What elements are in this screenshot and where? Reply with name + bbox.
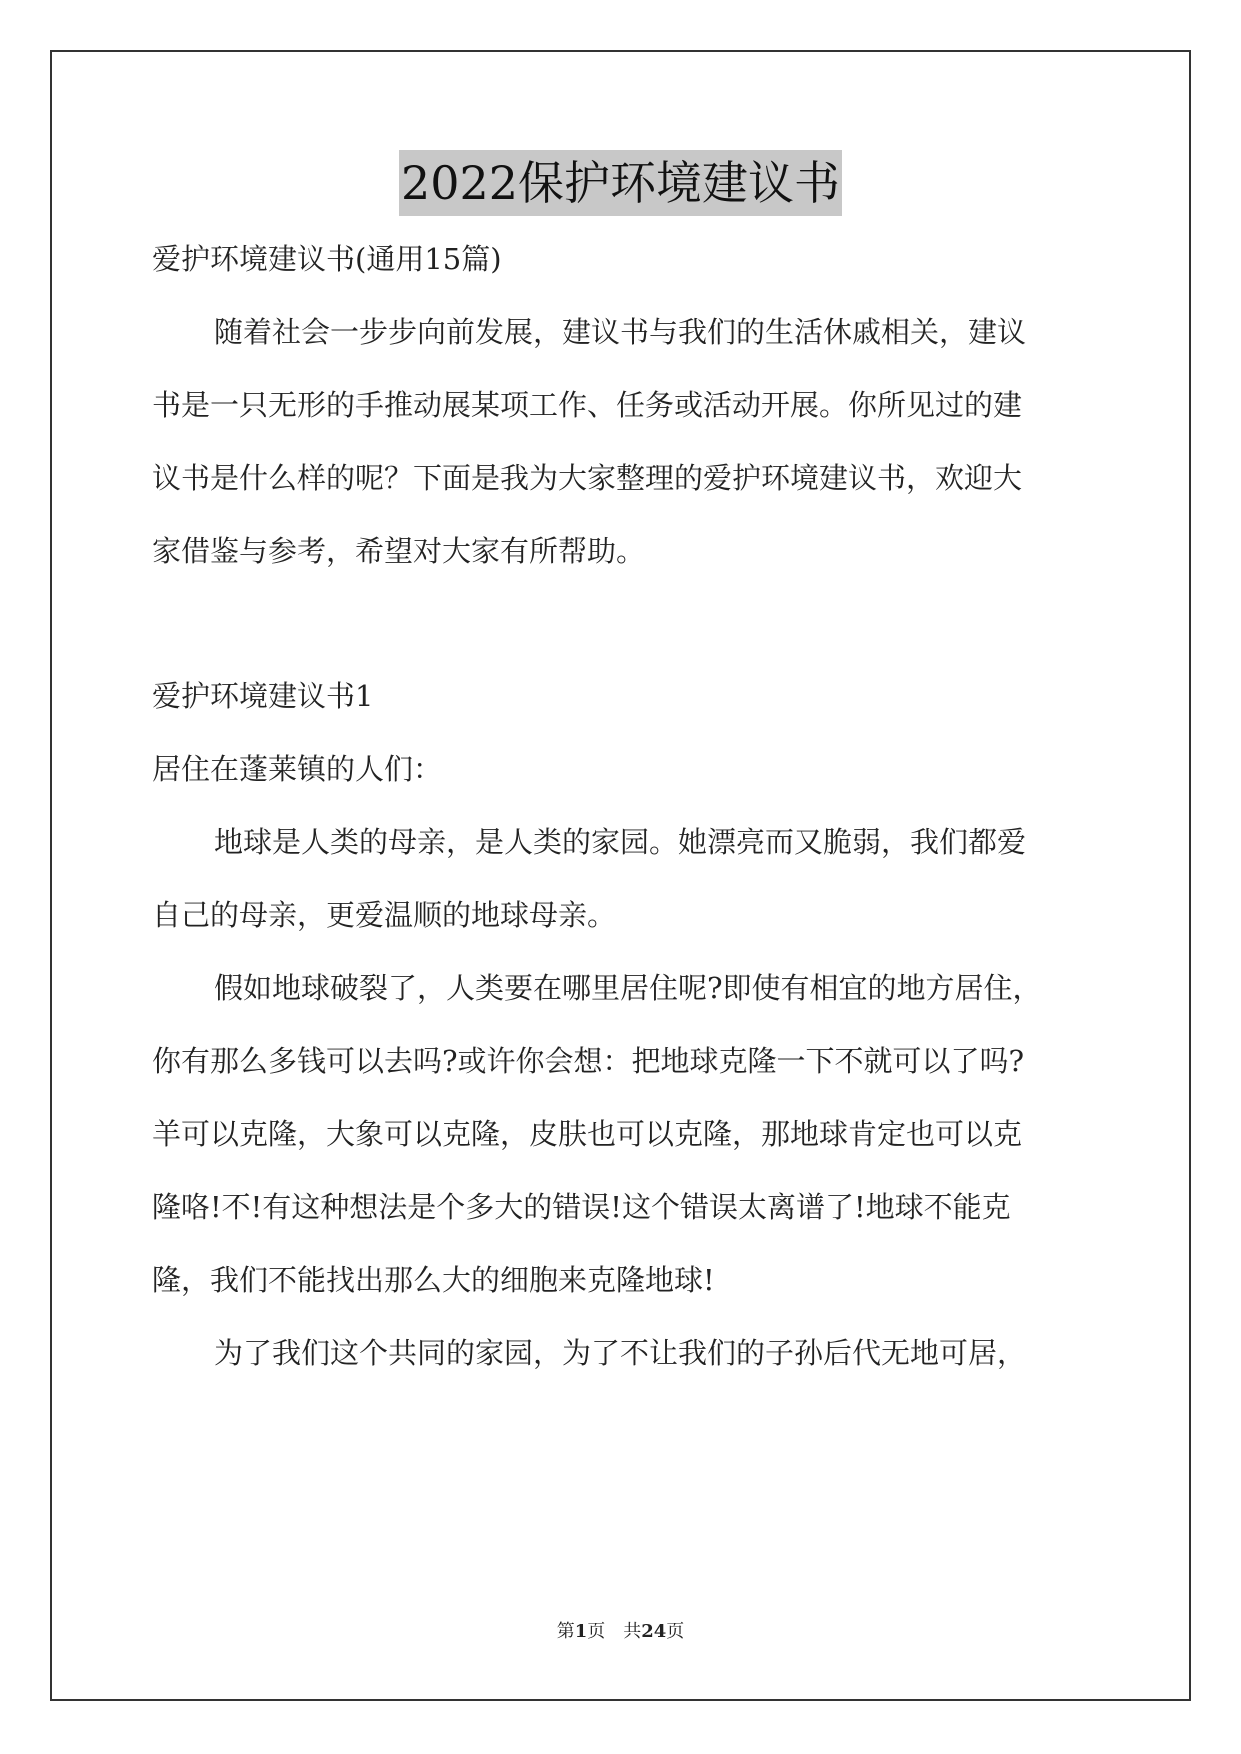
paragraph-line: 地球是人类的母亲，是人类的家园。她漂亮而又脆弱，我们都爱 bbox=[214, 825, 1027, 859]
page-border bbox=[50, 50, 1191, 1701]
paragraph-line: 家借鉴与参考，希望对大家有所帮助。 bbox=[152, 534, 646, 568]
title-container bbox=[0, 150, 1241, 216]
subtitle: 爱护环境建议书(通用15篇) bbox=[152, 242, 502, 276]
paragraph-line: 假如地球破裂了，人类要在哪里居住呢?即使有相宜的地方居住， bbox=[214, 971, 1042, 1005]
document-title: 2022保护环境建议书 bbox=[399, 150, 842, 216]
paragraph-line: 你有那么多钱可以去吗?或许你会想：把地球克隆一下不就可以了吗? bbox=[152, 1044, 1025, 1078]
paragraph-line: 议书是什么样的呢？下面是我为大家整理的爱护环境建议书，欢迎大 bbox=[152, 461, 1023, 495]
footer-prefix: 第 bbox=[556, 1621, 575, 1642]
paragraph-line: 羊可以克隆，大象可以克隆，皮肤也可以克隆，那地球肯定也可以克 bbox=[152, 1117, 1023, 1151]
page-footer bbox=[0, 1617, 1241, 1643]
section-heading: 爱护环境建议书1 bbox=[152, 679, 374, 713]
footer-mid: 页 共 bbox=[587, 1621, 642, 1642]
footer-total-pages: 24 bbox=[641, 1621, 667, 1642]
salutation: 居住在蓬莱镇的人们： bbox=[152, 752, 443, 786]
paragraph-line: 隆咯!不!有这种想法是个多大的错误!这个错误太离谱了!地球不能克 bbox=[152, 1190, 1011, 1224]
paragraph-line: 为了我们这个共同的家园，为了不让我们的子孙后代无地可居， bbox=[214, 1336, 1027, 1370]
footer-current-page: 1 bbox=[574, 1621, 588, 1642]
paragraph-line: 随着社会一步步向前发展，建议书与我们的生活休戚相关，建议 bbox=[214, 315, 1027, 349]
paragraph-line: 自己的母亲，更爱温顺的地球母亲。 bbox=[152, 898, 617, 932]
paragraph-line: 隆，我们不能找出那么大的细胞来克隆地球! bbox=[152, 1263, 715, 1297]
paragraph-line: 书是一只无形的手推动展某项工作、任务或活动开展。你所见过的建 bbox=[152, 388, 1023, 422]
footer-suffix: 页 bbox=[666, 1621, 685, 1642]
